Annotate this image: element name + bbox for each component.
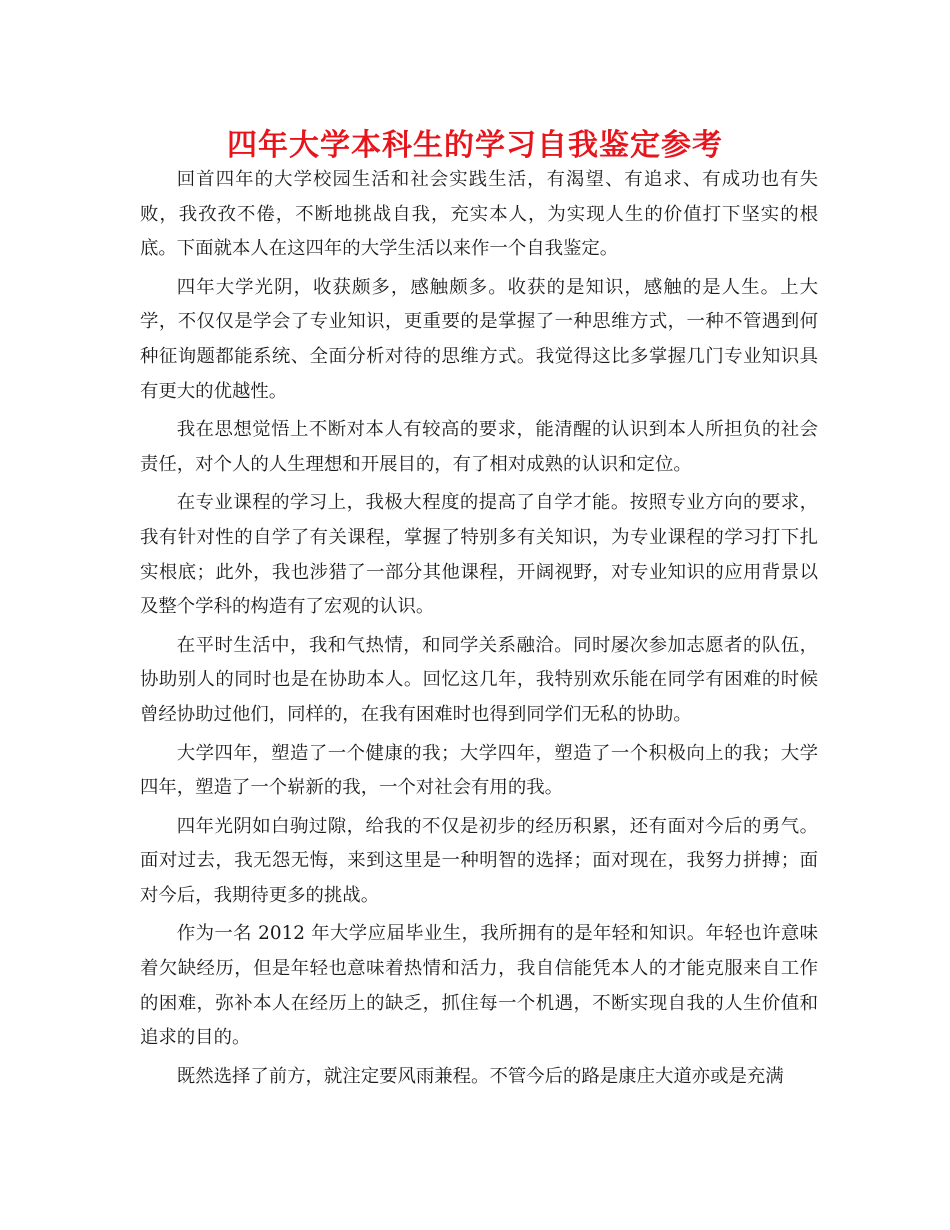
paragraph: 我在思想觉悟上不断对本人有较高的要求，能清醒的认识到本人所担负的社会责任，对个人的人生理想和开展目的，有了相对成熟的认识和定位。 [140, 419, 818, 475]
paragraph: 大学四年，塑造了一个健康的我；大学四年，塑造了一个积极向上的我；大学四年，塑造了一个崭新的我，一个对社会有用的我。 [140, 742, 818, 799]
paragraph: 既然选择了前方，就注定要风雨兼程。不管今后的路是康庄大道亦或是充满 [176, 1065, 784, 1087]
paragraph: 作为一名 2012 年大学应届毕业生，我所拥有的是年轻和知识。年轻也许意味着欠缺经历，但是年轻也意味着热情和活力，我自信能凭本人的才能克服来自工作的困难，弥补本人在经历上的缺乏，抓住每一个机遇，不断实现自我的人生价值和追求的目的。 [140, 923, 818, 1049]
paragraph: 回首四年的大学校园生活和社会实践生活，有渴望、有追求、有成功也有失败，我孜孜不倦，不断地挑战自我，充实本人，为实现人生的价值打下坚实的根底。下面就本人在这四年的大学生活以来作一个自我鉴定。 [140, 169, 818, 260]
document-body [140, 163, 818, 1098]
paragraph: 四年大学光阴，收获颇多，感触颇多。收获的是知识，感触的是人生。上大学，不仅仅是学会了专业知识，更重要的是掌握了一种思维方式，一种不管遇到何种征询题都能系统、全面分析对待的思维方式。我觉得这比多掌握几门专业知识具有更大的优越性。 [140, 276, 818, 402]
document-title: 四年大学本科生的学习自我鉴定参考 [227, 128, 723, 163]
paragraph: 四年光阴如白驹过隙，给我的不仅是初步的经历积累，还有面对今后的勇气。面对过去，我无怨无悔，来到这里是一种明智的选择；面对现在，我努力拼搏；面对今后，我期待更多的挑战。 [140, 815, 818, 906]
paragraph: 在平时生活中，我和气热情，和同学关系融洽。同时屡次参加志愿者的队伍，协助别人的同时也是在协助本人。回忆这几年，我特别欢乐能在同学有困难的时候曾经协助过他们，同样的，在我有困难时也得到同学们无私的协助。 [140, 634, 818, 725]
paragraph: 在专业课程的学习上，我极大程度的提高了自学才能。按照专业方向的要求，我有针对性的自学了有关课程，掌握了特别多有关知识，为专业课程的学习打下扎实根底；此外，我也涉猎了一部分其他课程，开阔视野，对专业知识的应用背景以及整个学科的构造有了宏观的认识。 [140, 492, 818, 618]
